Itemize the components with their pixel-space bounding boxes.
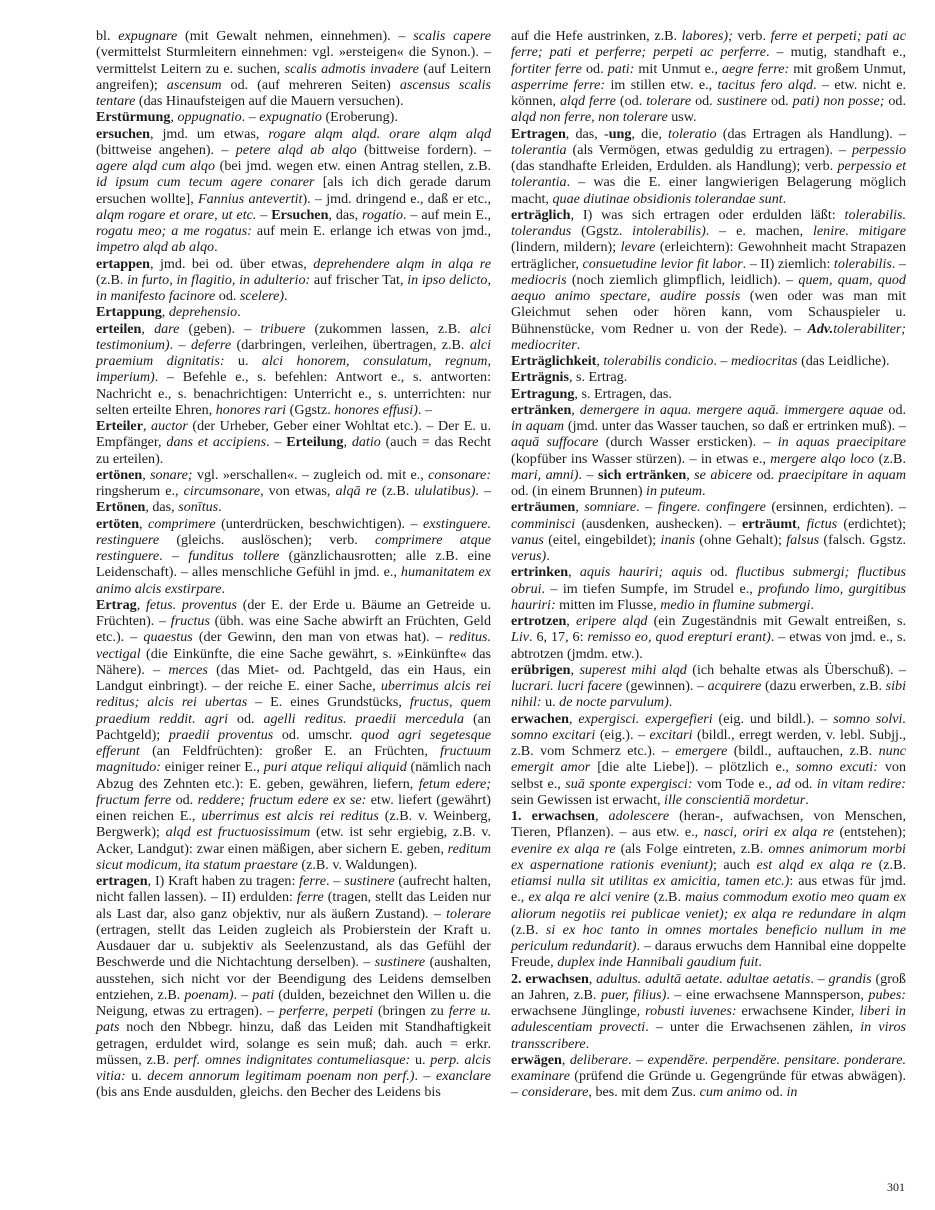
dictionary-entry: ertöten, comprimere (unterdrücken, beschwichtigen). – exstinguere. restinguere (gleichs. auslöschen); verb. comprimere atque restinguere. – funditus tollere (gänzlichausrotten; alle z.B. eine Leidenschaft). – alles menschliche Gefühl in jmd. e., humanitatem ex animo alcis exstirpare. [96, 515, 492, 597]
right-column [511, 28, 906, 1101]
dictionary-entry: ertappen, jmd. bei od. über etwas, deprehendere alqm in alqa re (z.B. in furto, in flagitio, in adulterio: auf frischer Tat, in ipso delicto, in manifesto facinore od. scelere). [96, 255, 491, 304]
dictionary-entry: Ertrag, fetus. proventus (der E. der Erde u. Bäume an Getreide u. Früchten). – fructus (übh. was eine Sache abwirft an Früchten, Geld etc.). – quaestus (der Gewinn, den man von etwas hat). – reditus. vectigal (die Einkünfte, die eine Sache gewährt, s. »Einkünfte« das Nähere). – merces (das Miet- od. Pachtgeld, das ein Haus, ein Landgut einbringt). – der reiche E. einer Sache, uberrimus alcis rei reditus; alcis rei ubertas – E. eines Grundstücks, fructus, quem praedium reddit. agri od. agelli reditus. praedii mercedula (an Pachtgeld); praedii proventus od. umschr. quod agri segetesque efferunt (an Feldfrüchten): großer E. an Früchten, fructuum magnitudo: einiger reiner E., puri atque reliqui aliquid (nämlich nach Abzug des Zehnten etc.): E. geben, gewähren, liefern, fetum edere; fructum ferre od. reddere; fructum edere ex se: etw. liefert (gewährt) einen reichen E., uberrimus est alcis rei reditus (z.B. v. Weinberg, Bergwerk); alqd est fructuosissimum (etw. ist sehr ergiebig, z.B. v. Acker, Landgut): zwar einen mäßigen, aber sichern E. geben, reditum sicut modicum, ita statum praestare (z.B. v. Waldungen). [96, 596, 492, 873]
dictionary-entry: ertränken, demergere in aqua. mergere aquā. immergere aquae od. in aquam (jmd. unter das Wasser tauchen, so daß er ertrinken muß). – aquā suffocare (durch Wasser ersticken). – in aquas praecipitare (kopfüber ins Wasser stürzen). – in etwas e., mergere alqo loco (z.B. mari, amni). – sich ertränken, se abicere od. praecipitare in aquam od. (in einem Brunnen) in puteum. [511, 401, 907, 499]
dictionary-entry: Ertragen, das, -ung, die, toleratio (das Ertragen als Handlung). – tolerantia (als Vermögen, etwas geduldig zu ertragen). – perpessio (das standhafte Erleiden, Erdulden. als Handlung); verb. perpessio et tolerantia. – was die E. einer langwierigen Belagerung möglich macht, quae diutinae obsidionis tolerandae sunt. [511, 125, 907, 207]
dictionary-entry: erträglich, I) was sich ertragen oder erdulden läßt: tolerabilis. tolerandus (Ggstz. intolerabilis). – e. machen, lenire. mitigare (lindern, mildern); levare (erleichtern): Gewohnheit macht Strapazen erträglicher, consuetudine levior fit labor. – II) ziemlich: tolerabilis. – mediocris (noch ziemlich glimpflich, leidlich). – quem, quam, quod aequo animo spectare, audire possis (wen oder was man mit Gleichmut sehen oder hören kann, vom Schauspieler u. Bühnenstücke, vom Redner u. von der Rede). – Adv.tolerabiliter; mediocriter. [511, 206, 907, 353]
dictionary-entry: ertrotzen, eripere alqd (ein Zugeständnis mit Gewalt entreißen, s. Liv. 6, 17, 6: remisso eo, quod erepturi erant). – etwas von jmd. e., s. abtrotzen (jmdm. etw.). [511, 613, 906, 662]
dictionary-entry: Ertragung, s. Ertragen, das. [511, 385, 672, 402]
dictionary-entry: auf die Hefe austrinken, z.B. labores); verb. ferre et perpeti; pati ac ferre; pati et perferre; perpeti ac perferre. – mutig, standhaft e., fortiter ferre od. pati: mit Unmut e., aegre ferre: mit großem Unmut, asperrime ferre: im stillen etw. e., tacitus fero alqd. – etw. nicht e. können, alqd ferre (od. tolerare od. sustinere od. pati) non posse; od. alqd non ferre, non tolerare usw. [511, 28, 907, 126]
page-number: 301 [887, 1180, 905, 1194]
left-column [96, 28, 491, 1101]
dictionary-entry: 1. erwachsen, adolescere (heran-, aufwachsen, von Menschen, Tieren, Pflanzen). – aus etw. e., nasci, oriri ex alqa re (entstehen); evenire ex alqa re (als Folge eintreten, z.B. omnes animorum morbi ex aspernatione rationis eveniunt); auch est alqd ex alqa re (z.B. etiamsi nulla sit utilitas ex amicitia, tamen etc.): aus etwas für jmd. e., ex alqa re alci venire (z.B. maius commodum exotio meo quam ex aliorum negotiis rei publicae veniet); ex alqa re redundare in alqm (z.B. si ex hoc tanto in omnes mortales beneficio nullum in me periculum redundarit). – daraus erwuchs dem Hannibal eine doppelte Freude, duplex inde Hannibali gaudium fuit. [511, 808, 907, 971]
dictionary-entry: ertrinken, aquis hauriri; aquis od. fluctibus submergi; fluctibus obrui. – im tiefen Sumpfe, im Strudel e., profundo limo, gurgitibus hauriri: mitten im Flusse, medio in flumine submergi. [511, 564, 907, 613]
dictionary-entry: bl. expugnare (mit Gewalt nehmen, einnehmen). – scalis capere (vermittelst Sturmleitern einnehmen: vgl. »ersteigen« die Synon.). – vermittelst Leitern zu e. suchen, scalis admotis invadere (auf Leitern angreifen); ascensum od. (auf mehreren Seiten) ascensus scalis tentare (das Hinaufsteigen auf die Mauern versuchen). [96, 28, 492, 109]
dictionary-entry: Erteiler, auctor (der Urheber, Geber einer Wohltat etc.). – Der E. u. Empfänger, dans et accipiens. – Erteilung, datio (auch = das Recht zu erteilen). [96, 418, 491, 467]
dictionary-entry: Ertappung, deprehensio. [96, 304, 241, 321]
dictionary-entry: Erträglichkeit, tolerabilis condicio. – mediocritas (das Leidliche). [511, 353, 890, 369]
dictionary-entry: erwägen, deliberare. – expendĕre. perpendĕre. pensitare. ponderare. examinare (prüfend die Gründe u. Gegengründe für etwas abwägen). – considerare, bes. mit dem Zus. cum animo od. in [511, 1051, 906, 1101]
dictionary-entry: Erstürmung, oppugnatio. – expugnatio (Eroberung). [96, 109, 398, 126]
dictionary-entry: ersuchen, jmd. um etwas, rogare alqm alqd. orare alqm alqd (bittweise angehen). – petere alqd ab alqo (bittweise fordern). – agere alqd cum alqo (bei jmd. wegen etw. einen Antrag stellen, z.B. id ipsum cum tecum agere conarer [als ich dich gerade darum ersuchen wollte], Fannius antevertit). – jmd. dringend e., daß er etc., alqm rogare et orare, ut etc. – Ersuchen, das, rogatio. – auf mein E., rogatu meo; a me rogatus: auf mein E. erlange ich etwas von jmd., impetro alqd ab alqo. [96, 125, 492, 256]
dictionary-entry: erübrigen, superest mihi alqd (ich behalte etwas als Überschuß). – lucrari. lucri facere (gewinnen). – acquirere (dazu erwerben, z.B. sibi nihil: u. de nocte parvulum). [511, 661, 907, 711]
dictionary-entry: ertönen, sonare; vgl. »erschallen«. – zugleich od. mit e., consonare: ringsherum e., circumsonare, von etwas, alqā re (z.B. ululatibus). – Ertönen, das, sonītus. [96, 466, 492, 516]
dictionary-entry: erträumen, somniare. – fingere. confingere (ersinnen, erdichten). – comminisci (ausdenken, aushecken). – erträumt, fictus (erdichtet); vanus (eitel, eingebildet); inanis (ohne Gehalt); falsus (falsch. Ggstz. verus). [511, 499, 907, 564]
dictionary-entry: erwachen, expergisci. expergefieri (eig. und bildl.). – somno solvi. somno excitari (eig.). – excitari (bildl., erregt werden, v. lebl. Subjj., z.B. vom Schmerz etc.). – emergere (bildl., auftauchen, z.B. nunc emergit amor [die alte Liebe]). – plötzlich e., somno excuti: von selbst e., suā sponte expergisci: vom Tode e., ad od. in vitam redire: sein Gewissen ist erwacht, ille conscientiā mordetur. [511, 710, 907, 808]
dictionary-entry: Erträgnis, s. Ertrag. [511, 369, 628, 386]
dictionary-entry: 2. erwachsen, adultus. adultā aetate. adultae aetatis. – grandis (groß an Jahren, z.B. puer, filius). – eine erwachsene Mannsperson, pubes: erwachsene Jünglinge, robusti iuvenes: erwachsene Kinder, liberi in adulescentiam provecti. – unter die Erwachsenen zählen, in viros transscribere. [511, 970, 906, 1052]
dictionary-entry: ertragen, I) Kraft haben zu tragen: ferre. – sustinere (aufrecht halten, nicht fallen lassen). – II) erdulden: ferre (tragen, stellt das Leiden nur als Last dar, also ganz objektiv, nur als äußern Zustand). – tolerare (ertragen, stellt das Leiden zugleich als Probierstein der Kraft u. Ausdauer dar u. subjektiv als Seelenzustand, als das Gefühl der Beschwerde und die Nichtachtung derselben). – sustinere (aushalten, ausstehen, sich nicht vor der Beendigung des Leidens demselben entziehen, z.B. poenam). – pati (dulden, bezeichnet den Willen u. die Neigung, etwas zu ertragen). – perferre, perpeti (bringen zu ferre u. pats noch den Nbbegr. hinzu, daß das Leiden mit Standhaftigkeit getragen, erduldet wird, solange es sein muß; dah. auch = erkr. müssen, z.B. perf. omnes indignitates contumeliasque: u. perp. alcis vitia: u. decem annorum legitimam poenam non perf.). – exanclare (bis ans Ende ausdulden, gleichs. den Becher des Leidens bis [96, 873, 492, 1101]
dictionary-entry: erteilen, dare (geben). – tribuere (zukommen lassen, z.B. alci testimonium). – deferre (darbringen, verleihen, übertragen, z.B. alci praemium dignitatis: u. alci honorem, consulatum, regnum, imperium). – Befehle e., s. befehlen: Antwort e., s. antworten: Nachricht e., s. benachrichtigen: Unterricht e., s. unterrichten: nur selten erteilte Ehren, honores rari (Ggstz. honores effusi). – [96, 320, 491, 418]
